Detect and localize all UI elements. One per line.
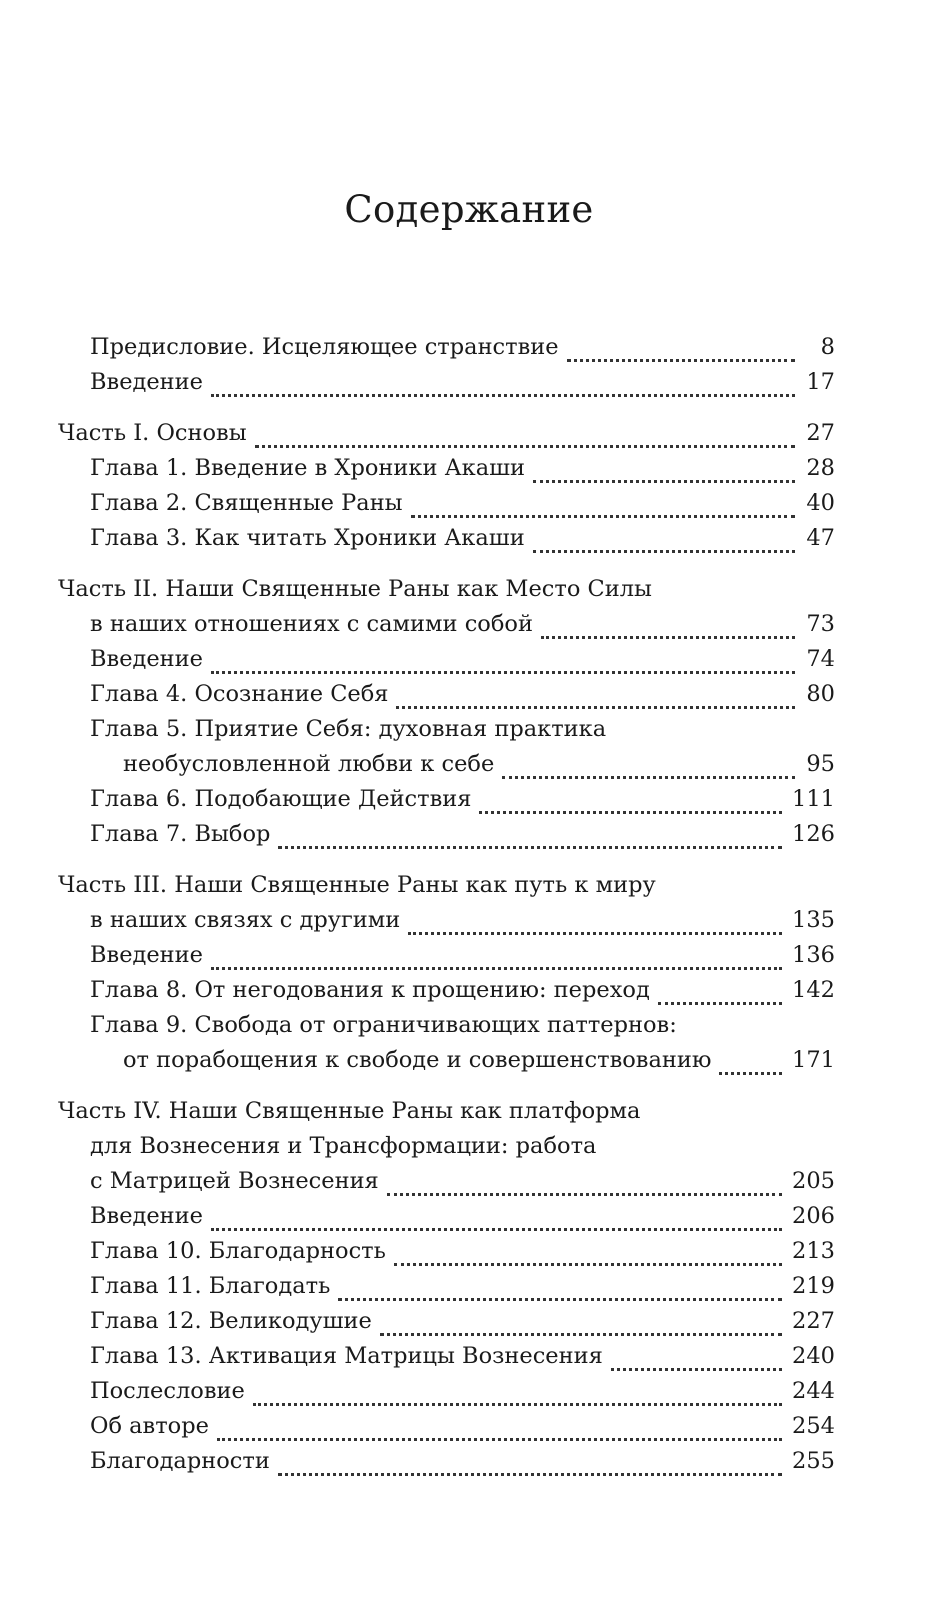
toc-entry-page: 219 <box>792 1273 835 1299</box>
toc-entry-title: Глава 4. Осознание Себя <box>90 681 389 707</box>
toc-entry-title: Введение <box>90 369 203 395</box>
toc-entry <box>90 681 835 715</box>
dot-leader <box>411 515 795 518</box>
dot-leader <box>211 967 782 970</box>
toc-entry-title: Благодарности <box>90 1448 270 1474</box>
dot-leader <box>255 445 795 448</box>
toc-entry-page: 73 <box>806 611 835 637</box>
toc-entry-page: 142 <box>792 977 835 1003</box>
toc-entry <box>90 1308 835 1342</box>
toc-entry-page: 28 <box>806 455 835 481</box>
toc-entry-title: в наших отношениях с самими собой <box>90 611 533 637</box>
toc-entry-page: 213 <box>792 1238 835 1264</box>
toc-entry <box>90 1448 835 1482</box>
dot-leader <box>394 1263 782 1266</box>
toc-entry <box>123 1047 835 1081</box>
toc-entry-title: Об авторе <box>90 1413 209 1439</box>
toc-entry-page: 244 <box>792 1378 835 1404</box>
dot-leader <box>533 550 795 553</box>
page-title: Содержание <box>344 188 594 231</box>
dot-leader <box>211 394 795 397</box>
dot-leader <box>567 359 795 362</box>
toc-entry <box>90 646 835 680</box>
toc-entry-title: для Вознесения и Трансформации: работа <box>90 1133 597 1159</box>
toc-entry-title: Глава 6. Подобающие Действия <box>90 786 472 812</box>
toc-entry-page: 80 <box>806 681 835 707</box>
toc-entry-page: 136 <box>792 942 835 968</box>
toc-entry-title: Глава 2. Священные Раны <box>90 490 403 516</box>
toc-entry-page: 74 <box>806 646 835 672</box>
toc-entry <box>90 1378 835 1412</box>
toc-entry-title: Часть I. Основы <box>58 420 247 446</box>
toc-entry <box>90 1273 835 1307</box>
dot-leader <box>611 1368 782 1371</box>
toc-entry <box>90 525 835 559</box>
dot-leader <box>719 1072 782 1075</box>
toc-entry-page: 27 <box>806 420 835 446</box>
toc-entry-page: 40 <box>806 490 835 516</box>
toc-entry <box>90 942 835 976</box>
toc-entry-page: 206 <box>792 1203 835 1229</box>
dot-leader <box>278 1473 782 1476</box>
toc-entry-title: Часть IV. Наши Священные Раны как платформа <box>58 1098 641 1124</box>
dot-leader <box>396 706 795 709</box>
toc-entry <box>90 1203 835 1237</box>
toc-entry <box>90 455 835 489</box>
toc-entry <box>90 334 835 368</box>
toc-entry-title: Введение <box>90 1203 203 1229</box>
toc-entry <box>90 1238 835 1272</box>
toc-entry-title: Предисловие. Исцеляющее странствие <box>90 334 559 360</box>
toc-entry-title: Введение <box>90 646 203 672</box>
toc-entry-page: 17 <box>806 369 835 395</box>
toc-entry-title: от порабощения к свободе и совершенствованию <box>123 1047 712 1073</box>
dot-leader <box>211 1228 782 1231</box>
toc-entry <box>58 420 835 454</box>
toc-entry-title: Введение <box>90 942 203 968</box>
toc-entry-title: в наших связях с другими <box>90 907 401 933</box>
dot-leader <box>387 1193 782 1196</box>
dot-leader <box>533 480 795 483</box>
toc-entry <box>123 751 835 785</box>
dot-leader <box>408 932 782 935</box>
dot-leader <box>217 1438 782 1441</box>
dot-leader <box>253 1403 782 1406</box>
dot-leader <box>278 846 782 849</box>
dot-leader <box>338 1298 782 1301</box>
toc-entry-page: 205 <box>792 1168 835 1194</box>
toc-entry-title: Глава 5. Приятие Себя: духовная практика <box>90 716 607 742</box>
toc-entry <box>90 786 835 820</box>
toc-entry <box>90 907 835 941</box>
toc-entry <box>90 821 835 855</box>
toc-entry-page: 111 <box>792 786 835 812</box>
dot-leader <box>479 811 782 814</box>
dot-leader <box>658 1002 782 1005</box>
toc-entry-page: 47 <box>806 525 835 551</box>
toc-entry-title: Послесловие <box>90 1378 245 1404</box>
toc-entry-page: 171 <box>792 1047 835 1073</box>
dot-leader <box>502 776 795 779</box>
toc-entry-title: Глава 1. Введение в Хроники Акаши <box>90 455 526 481</box>
toc-entry-title: Глава 8. От негодования к прощению: переход <box>90 977 650 1003</box>
toc-entry-title: Глава 12. Великодушие <box>90 1308 372 1334</box>
toc-entry-page: 95 <box>806 751 835 777</box>
toc-entry <box>90 611 835 645</box>
toc-entry-title: Глава 13. Активация Матрицы Вознесения <box>90 1343 603 1369</box>
toc-entry-title: Глава 7. Выбор <box>90 821 271 847</box>
toc-entry-title: с Матрицей Вознесения <box>90 1168 379 1194</box>
toc-entry-page: 135 <box>792 907 835 933</box>
toc-entry-title: Часть II. Наши Священные Раны как Место Силы <box>58 576 652 602</box>
toc-entry-page: 227 <box>792 1308 835 1334</box>
toc-entry-page: 255 <box>792 1448 835 1474</box>
toc-entry <box>90 1168 835 1202</box>
toc-entry-title: Часть III. Наши Священные Раны как путь к миру <box>58 872 656 898</box>
dot-leader <box>541 636 795 639</box>
toc-entry <box>90 1413 835 1447</box>
toc-entry-title: Глава 9. Свобода от ограничивающих паттернов: <box>90 1012 677 1038</box>
dot-leader <box>380 1333 782 1336</box>
toc-entry-title: Глава 3. Как читать Хроники Акаши <box>90 525 525 551</box>
toc-entry-title: необусловленной любви к себе <box>123 751 495 777</box>
toc-entry-title: Глава 11. Благодать <box>90 1273 331 1299</box>
toc-entry-title: Глава 10. Благодарность <box>90 1238 386 1264</box>
toc-entry-page: 8 <box>820 334 835 360</box>
toc-entry <box>90 490 835 524</box>
toc-entry <box>90 1343 835 1377</box>
toc-entry-page: 126 <box>792 821 835 847</box>
toc-entry-page: 254 <box>792 1413 835 1439</box>
toc-entry <box>90 977 835 1011</box>
toc-entry-page: 240 <box>792 1343 835 1369</box>
dot-leader <box>211 671 795 674</box>
toc-entry <box>90 369 835 403</box>
